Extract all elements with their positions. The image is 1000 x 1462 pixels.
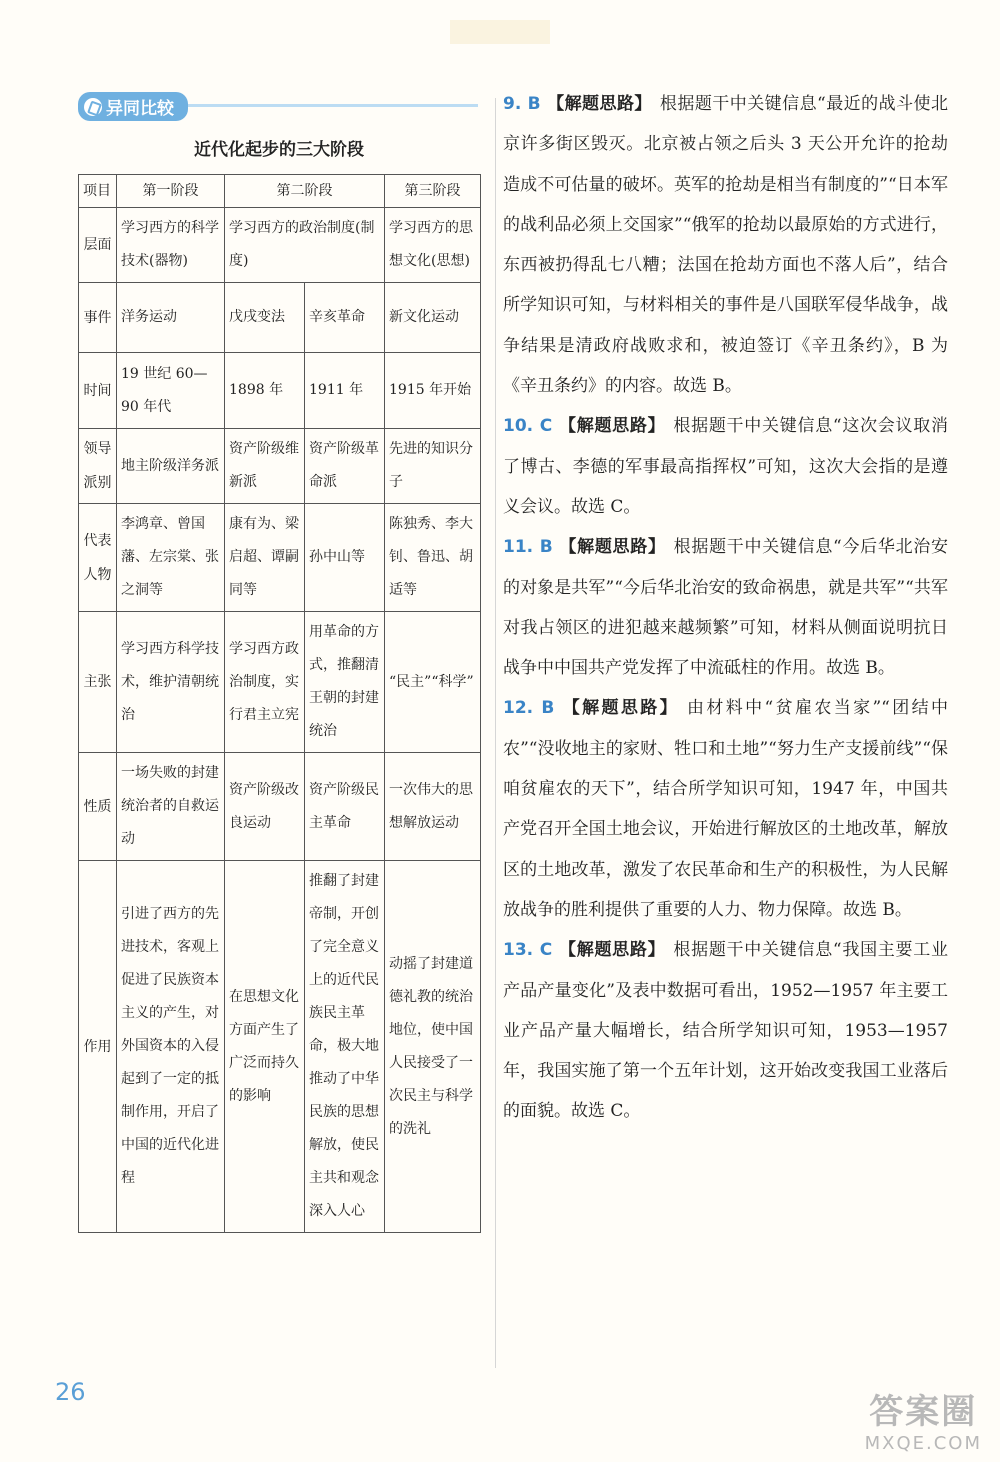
- table-cell: 在思想文化方面产生了广泛而持久的影响: [225, 861, 305, 1233]
- table-row: [79, 283, 481, 353]
- answer-item: [503, 930, 948, 1131]
- table-cell: 1898 年: [225, 353, 305, 429]
- table-cell: “民主”“科学”: [385, 612, 481, 753]
- table-row: [79, 429, 481, 504]
- table-row: [79, 208, 481, 283]
- table-cell: 学习西方科学技术，维护清朝统治: [117, 612, 225, 753]
- row-label: 层面: [79, 208, 117, 283]
- watermark-title: 答案圈: [869, 1392, 978, 1432]
- table-cell: 资产阶级民主革命: [305, 753, 385, 861]
- left-column: [78, 92, 480, 1233]
- row-label: 主张: [79, 612, 117, 753]
- row-label: 作用: [79, 861, 117, 1233]
- row-label: 事件: [79, 283, 117, 353]
- compare-tag-row: [78, 92, 480, 121]
- answer-text: 根据题干中关键信息“最近的战斗使北京许多街区毁灭。北京被占领之后头 3 天公开允许的抢劫造成不可估量的破坏。英军的抢劫是相当有制度的”“日本军的战利品必须上交国家”“俄军的抢劫以最原始的方式进行，东西被扔得乱七八糟；法国在抢劫方面也不落人后”，结合所学知识可知，与材料相关的事件是八国联军侵华战争，战争结果是清政府战败求和，被迫签订《辛丑条约》，B 为《辛丑条约》的内容。故选 B。: [503, 94, 948, 397]
- table-cell: 资产阶级维新派: [225, 429, 305, 504]
- table-cell: 康有为、梁启超、谭嗣同等: [225, 504, 305, 612]
- compare-tag-label: 异同比较: [106, 99, 174, 119]
- header-stage-3: 第三阶段: [385, 175, 481, 208]
- table-cell: 19 世纪 60—90 年代: [117, 353, 225, 429]
- table-cell: 一场失败的封建统治者的自救运动: [117, 753, 225, 861]
- answer-tag: 【解题思路】: [558, 940, 666, 961]
- table-cell: 先进的知识分子: [385, 429, 481, 504]
- table-cell: 学习西方的思想文化(思想): [385, 208, 481, 283]
- table-cell: 地主阶级洋务派: [117, 429, 225, 504]
- answer-number: 13. C: [503, 940, 553, 961]
- watermark: [865, 1384, 982, 1454]
- table-header-row: [79, 175, 481, 208]
- answer-tag: 【解题思路】: [546, 94, 652, 114]
- table-row: [79, 504, 481, 612]
- table-row: [79, 753, 481, 861]
- table-cell: 辛亥革命: [305, 283, 385, 353]
- table-cell: 戊戌变法: [225, 283, 305, 353]
- pencil-icon: [84, 98, 102, 116]
- answer-number: 9. B: [503, 94, 541, 114]
- comparison-table: [78, 174, 481, 1233]
- answer-number: 11. B: [503, 537, 553, 558]
- table-cell: 学习西方的政治制度(制度): [225, 208, 385, 283]
- answer-tag: 【解题思路】: [558, 537, 666, 558]
- table-cell: 新文化运动: [385, 283, 481, 353]
- answer-text: 由材料中“贫雇农当家”“团结中农”“没收地主的家财、牲口和土地”“努力生产支援前线”“保咱贫雇农的天下”，结合所学知识可知，1947 年，中国共产党召开全国土地会议，开始进行解放区的土地改革，解放区的土地改革，激发了农民革命和生产的积极性，为人民解放战争的胜利提供了重要的人力、物力保障。故选 B。: [503, 698, 948, 920]
- table-cell: 洋务运动: [117, 283, 225, 353]
- answer-item: [503, 406, 948, 527]
- table-row: [79, 861, 481, 1233]
- table-row: [79, 612, 481, 753]
- table-cell: 资产阶级改良运动: [225, 753, 305, 861]
- table-cell: 1915 年开始: [385, 353, 481, 429]
- header-stage-2: 第二阶段: [225, 175, 385, 208]
- table-cell: 引进了西方的先进技术，客观上促进了民族资本主义的产生，对外国资本的入侵起到了一定的抵制作用，开启了中国的近代化进程: [117, 861, 225, 1233]
- column-divider: [495, 98, 496, 1368]
- table-cell: 动摇了封建道德礼教的统治地位，使中国人民接受了一次民主与科学的洗礼: [385, 861, 481, 1233]
- answer-text: 根据题干中关键信息“今后华北治安的对象是共军”“今后华北治安的致命祸患，就是共军”“共军对我占领区的进犯越来越频繁”可知，材料从侧面说明抗日战争中中国共产党发挥了中流砥柱的作用。故选 B。: [503, 537, 948, 679]
- answer-item: [503, 527, 948, 688]
- table-cell: 1911 年: [305, 353, 385, 429]
- right-column: [503, 84, 948, 1132]
- row-label: 时间: [79, 353, 117, 429]
- table-cell: 一次伟大的思想解放运动: [385, 753, 481, 861]
- answer-tag: 【解题思路】: [558, 416, 666, 437]
- answer-item: [503, 84, 948, 406]
- table-cell: 推翻了封建帝制，开创了完全意义上的近代民族民主革命，极大地推动了中华民族的思想解放，使民主共和观念深入人心: [305, 861, 385, 1233]
- row-label: 代表人物: [79, 504, 117, 612]
- table-cell: 孙中山等: [305, 504, 385, 612]
- page-number: 26: [55, 1378, 86, 1406]
- answer-text: 根据题干中关键信息“我国主要工业产品产量变化”及表中数据可看出，1952—1957 年主要工业产品产量大幅增长，结合所学知识可知，1953—1957 年，我国实施了第一个五年计划，这开始改变我国工业落后的面貌。故选 C。: [503, 940, 948, 1122]
- table-cell: 陈独秀、李大钊、鲁迅、胡适等: [385, 504, 481, 612]
- table-cell: 用革命的方式，推翻清王朝的封建统治: [305, 612, 385, 753]
- compare-tag: [78, 92, 188, 121]
- table-row: [79, 353, 481, 429]
- answer-tag: 【解题思路】: [560, 698, 680, 719]
- watermark-url: MXQE.COM: [864, 1433, 982, 1454]
- tag-underline: [188, 104, 478, 107]
- row-label: 性质: [79, 753, 117, 861]
- table-title: 近代化起步的三大阶段: [194, 140, 364, 160]
- top-stamp: [450, 20, 550, 44]
- table-cell: 资产阶级革命派: [305, 429, 385, 504]
- row-label: 领导派别: [79, 429, 117, 504]
- answer-number: 12. B: [503, 698, 555, 719]
- table-cell: 学习西方政治制度，实行君主立宪: [225, 612, 305, 753]
- answer-text: 根据题干中关键信息“这次会议取消了博古、李德的军事最高指挥权”可知，这次大会指的是遵义会议。故选 C。: [503, 416, 948, 517]
- header-stage-1: 第一阶段: [117, 175, 225, 208]
- answer-number: 10. C: [503, 416, 553, 437]
- answer-item: [503, 688, 948, 930]
- table-cell: 学习西方的科学技术(器物): [117, 208, 225, 283]
- header-item: 项目: [79, 175, 117, 208]
- table-cell: 李鸿章、曾国藩、左宗棠、张之洞等: [117, 504, 225, 612]
